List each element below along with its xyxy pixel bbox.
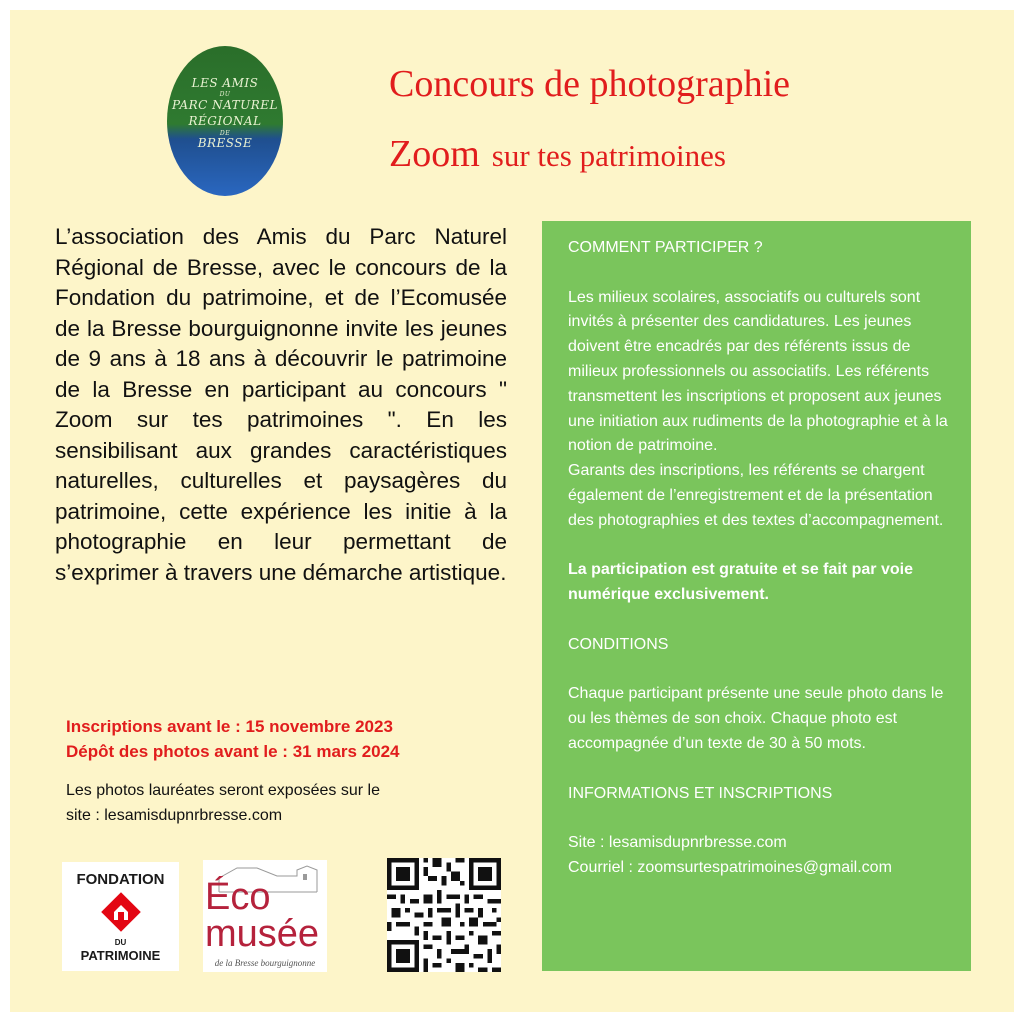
musee-word: musée bbox=[205, 913, 320, 955]
participation-heading: COMMENT PARTICIPER ? bbox=[568, 239, 763, 256]
logo-text-line: RÉGIONAL bbox=[188, 114, 262, 128]
logo-text-line: DE bbox=[219, 130, 231, 137]
eco-word: Éco bbox=[205, 876, 271, 918]
fondation-emblem-icon bbox=[99, 890, 143, 934]
key-dates bbox=[66, 714, 400, 764]
subtitle-rest: sur tes patrimoines bbox=[491, 138, 726, 173]
association-logo bbox=[167, 46, 283, 196]
inscriptions-deadline: Inscriptions avant le : 15 novembre 2023 bbox=[66, 717, 393, 736]
patrimoine-label: PATRIMOINE bbox=[80, 948, 161, 963]
fondation-patrimoine-logo bbox=[62, 862, 179, 971]
photo-deposit-deadline: Dépôt des photos avant le : 31 mars 2024 bbox=[66, 742, 400, 761]
qr-code-icon[interactable] bbox=[387, 858, 501, 972]
contact-email: Courriel : zoomsurtespatrimoines@gmail.com bbox=[568, 858, 892, 876]
intro-paragraph: L’association des Amis du Parc Naturel Régional de Bresse, avec le concours de la Fondation du patrimoine, et de l’Ecomusée de la Bresse bourguignonne invite les jeunes de 9 ans à 18 ans à découvrir le patrimoine de la Bresse en participant au concours " Zoom sur tes patrimoines ". En les sensibilisant aux grandes caractéristiques naturelles, culturelles et paysagères du patrimoine, cette expérience les initie à la photographie en leur permettant de s’exprimer à travers une démarche artistique. bbox=[55, 224, 507, 585]
exposition-note bbox=[66, 778, 466, 828]
logo-text-line: DU bbox=[219, 91, 231, 98]
exposition-line-1: Les photos lauréates seront exposées sur le bbox=[66, 782, 380, 799]
participation-free-note: La participation est gratuite et se fait par voie numérique exclusivement. bbox=[568, 561, 913, 604]
page-title: Concours de photographie bbox=[389, 63, 791, 105]
logo-text-line: PARC NATUREL bbox=[171, 98, 279, 112]
logo-text-line: LES AMIS bbox=[191, 76, 259, 90]
subtitle-zoom: Zoom bbox=[389, 133, 480, 175]
page-subtitle bbox=[389, 132, 726, 176]
ecomusee-subtitle: de la Bresse bourguignonne bbox=[214, 958, 316, 968]
participation-body-2: Garants des inscriptions, les référents se chargent également de l’enregistrement et de la présentation des photographies et des textes d’accompagnement. bbox=[568, 462, 944, 529]
conditions-heading: CONDITIONS bbox=[568, 635, 669, 653]
logo-text-line: BRESSE bbox=[197, 136, 253, 150]
ecomusee-logo bbox=[203, 860, 327, 972]
fondation-label: FONDATION bbox=[76, 871, 165, 888]
participation-body: Les milieux scolaires, associatifs ou culturels sont invités à présenter des candidatures. Les jeunes doivent être encadrés par des référents issus de milieux professionnels ou associatifs. Les référents transmettent les inscriptions et proposent aux jeunes une initiation aux rudiments de la photographie et à la notion de patrimoine. bbox=[568, 288, 948, 455]
exposition-line-2: site : lesamisdupnrbresse.com bbox=[66, 807, 283, 824]
fondation-du-label: DU bbox=[114, 938, 127, 947]
conditions-body: Chaque participant présente une seule photo dans le ou les thèmes de son choix. Chaque photo est accompagnée d’un texte de 30 à 50 mots. bbox=[568, 685, 944, 752]
informations-heading: INFORMATIONS ET INSCRIPTIONS bbox=[568, 784, 833, 802]
participation-info-box bbox=[542, 221, 971, 971]
contact-site: Site : lesamisdupnrbresse.com bbox=[568, 834, 787, 852]
